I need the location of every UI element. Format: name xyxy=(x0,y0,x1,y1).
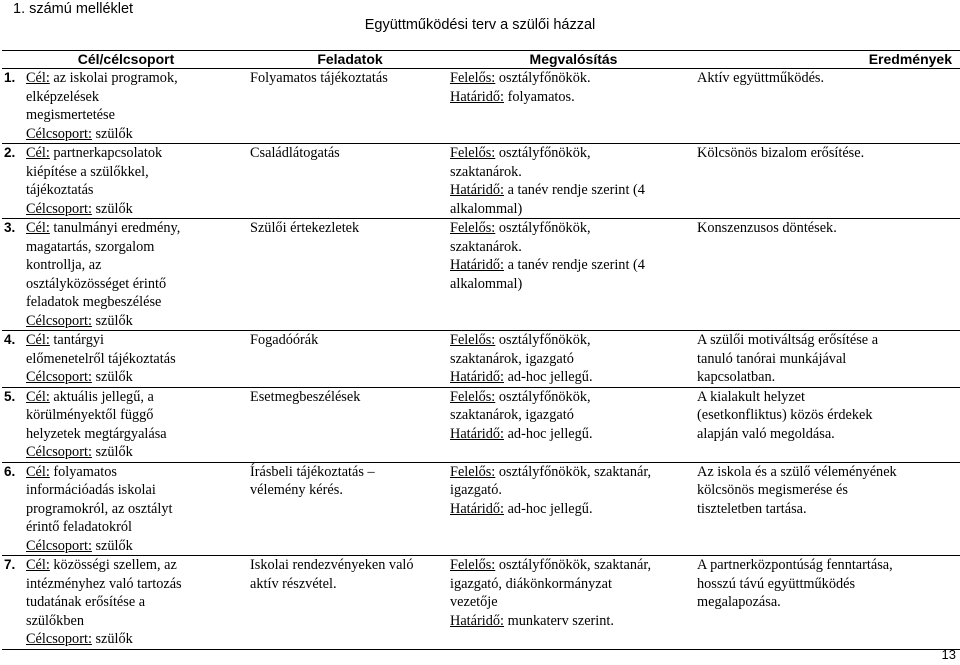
underlined-label: Határidő: xyxy=(450,369,504,385)
underlined-label: Cél: xyxy=(26,332,50,348)
implementation-line xyxy=(450,200,697,219)
result-line: A partnerközpontúság fenntartása, xyxy=(697,557,893,573)
task-cell xyxy=(250,69,450,144)
text-segment: szaktanárok, igazgató xyxy=(450,407,574,423)
underlined-label: Célcsoport: xyxy=(26,444,92,460)
goal-cell xyxy=(2,462,250,556)
table-row xyxy=(2,69,960,144)
table-row xyxy=(2,144,960,219)
implementation-line xyxy=(450,144,697,163)
goal-cell xyxy=(2,331,250,388)
text-segment: programokról, az osztályt xyxy=(26,500,173,517)
text-segment: intézményhez való tartozás xyxy=(26,575,182,592)
row-number: 5. xyxy=(4,388,16,404)
result-line: tanuló tanórai munkájával xyxy=(697,350,847,367)
implementation-line xyxy=(450,88,697,107)
text-segment: osztályfőnökök, xyxy=(495,145,591,161)
text-segment: szaktanárok. xyxy=(450,163,522,180)
text-segment: körülményektől függő xyxy=(26,407,154,423)
implementation-line xyxy=(450,238,697,257)
row-number: 1. xyxy=(4,70,16,85)
text-segment: igazgató, diákönkormányzat xyxy=(450,575,612,592)
result-line: Kölcsönös bizalom erősítése. xyxy=(697,145,865,161)
underlined-label: Határidő: xyxy=(450,500,504,517)
goal-cell xyxy=(2,556,250,650)
goal-line xyxy=(26,388,250,407)
goal-line xyxy=(26,275,250,294)
implementation-cell xyxy=(450,219,697,331)
task-cell xyxy=(250,387,450,462)
text-segment: folyamatos xyxy=(49,463,117,480)
implementation-line xyxy=(450,219,697,238)
underlined-label: Cél: xyxy=(26,388,50,405)
goal-line xyxy=(26,125,250,144)
implementation-cell xyxy=(450,462,697,556)
implementation-line xyxy=(450,593,697,612)
text-segment: a tanév rendje szerint (4 xyxy=(504,182,645,198)
text-segment: tájékoztatás xyxy=(26,182,94,198)
task-line: Írásbeli tájékoztatás – xyxy=(250,463,375,480)
text-segment: tudatának erősítése a xyxy=(26,594,146,610)
text-segment: vezetője xyxy=(450,594,498,610)
underlined-label: Felelős: xyxy=(450,332,496,348)
text-segment: kontrollja, az xyxy=(26,257,102,273)
text-segment: tantárgyi xyxy=(49,332,104,348)
implementation-line xyxy=(450,69,697,88)
goal-line xyxy=(26,556,250,575)
task-line: Szülői értekezletek xyxy=(250,220,360,236)
result-line: Az iskola és a szülő véleményének xyxy=(697,463,897,480)
goal-line xyxy=(26,463,250,482)
underlined-label: Határidő: xyxy=(450,182,504,198)
text-segment: közösségi szellem, az xyxy=(49,557,177,573)
goal-line xyxy=(26,219,250,238)
text-segment: osztályfőnökök, xyxy=(495,388,591,405)
underlined-label: Felelős: xyxy=(450,557,496,573)
task-line: aktív részvétel. xyxy=(250,575,337,592)
text-segment: ad-hoc jellegű. xyxy=(504,425,593,442)
underlined-label: Cél: xyxy=(26,220,50,236)
underlined-label: Célcsoport: xyxy=(26,312,92,329)
text-segment: szülőkben xyxy=(26,612,84,629)
result-line: Konszenzusos döntések. xyxy=(697,220,837,236)
result-line: tiszteletben tartása. xyxy=(697,500,807,517)
task-line: Iskolai rendezvényeken való xyxy=(250,557,414,573)
result-line: kölcsönös megismerése és xyxy=(697,482,848,498)
result-cell xyxy=(697,219,960,331)
goal-cell xyxy=(2,69,250,144)
text-segment: információadás iskolai xyxy=(26,482,156,498)
table-row xyxy=(2,219,960,331)
result-cell xyxy=(697,462,960,556)
result-line: Aktív együttműködés. xyxy=(697,70,825,86)
row-number: 3. xyxy=(4,220,16,235)
task-line: Fogadóórák xyxy=(250,332,319,348)
text-segment: tanulmányi eredmény, xyxy=(49,220,181,236)
task-cell xyxy=(250,556,450,650)
underlined-label: Felelős: xyxy=(450,388,496,405)
text-segment: szaktanárok. xyxy=(450,238,522,255)
goal-line xyxy=(26,500,250,519)
implementation-line xyxy=(450,388,697,407)
header-result: Eredmények xyxy=(697,51,960,69)
underlined-label: Felelős: xyxy=(450,463,496,480)
header-goal: Cél/célcsoport xyxy=(2,51,250,69)
task-cell xyxy=(250,144,450,219)
underlined-label: Határidő: xyxy=(450,425,504,442)
implementation-line xyxy=(450,612,697,631)
text-segment: aktuális jellegű, a xyxy=(49,388,154,405)
implementation-line xyxy=(450,425,697,444)
underlined-label: Cél: xyxy=(26,463,50,480)
result-line: (esetkonfliktus) közös érdekek xyxy=(697,407,873,423)
underlined-label: Célcsoport: xyxy=(26,125,92,142)
result-cell xyxy=(697,387,960,462)
table-body xyxy=(2,69,960,650)
task-cell xyxy=(250,219,450,331)
text-segment: szülők xyxy=(91,369,133,385)
result-cell xyxy=(697,144,960,219)
goal-line xyxy=(26,612,250,631)
underlined-label: Cél: xyxy=(26,557,50,573)
text-segment: érintő feladatokról xyxy=(26,519,132,535)
text-segment: ad-hoc jellegű. xyxy=(504,500,593,517)
goal-line xyxy=(26,481,250,500)
text-segment: osztályközösséget érintő xyxy=(26,275,167,292)
goal-line xyxy=(26,181,250,200)
text-segment: szülők xyxy=(91,125,133,142)
goal-line xyxy=(26,368,250,387)
underlined-label: Felelős: xyxy=(450,70,496,86)
goal-line xyxy=(26,69,250,88)
text-segment: munkaterv szerint. xyxy=(504,612,614,629)
implementation-line xyxy=(450,181,697,200)
implementation-line xyxy=(450,500,697,519)
underlined-label: Cél: xyxy=(26,70,50,86)
goal-line xyxy=(26,200,250,219)
text-segment: folyamatos. xyxy=(504,88,575,105)
implementation-line xyxy=(450,275,697,294)
goal-line xyxy=(26,312,250,331)
underlined-label: Határidő: xyxy=(450,612,504,629)
result-line: hosszú távú együttműködés xyxy=(697,575,856,592)
table-header-row xyxy=(2,51,960,69)
goal-cell xyxy=(2,219,250,331)
text-segment: az iskolai programok, xyxy=(49,70,178,86)
implementation-line xyxy=(450,481,697,500)
annex-label: 1. számú melléklet xyxy=(13,1,134,17)
result-cell xyxy=(697,556,960,650)
table-row xyxy=(2,331,960,388)
goal-line xyxy=(26,163,250,182)
text-segment: a tanév rendje szerint (4 xyxy=(504,257,645,273)
text-segment: szaktanárok, igazgató xyxy=(450,350,574,367)
task-cell xyxy=(250,331,450,388)
underlined-label: Célcsoport: xyxy=(26,369,92,385)
text-segment: szülők xyxy=(91,631,133,647)
table-row xyxy=(2,556,960,650)
underlined-label: Célcsoport: xyxy=(26,200,92,217)
implementation-line xyxy=(450,256,697,275)
text-segment: szülők xyxy=(91,200,133,217)
task-line: Esetmegbeszélések xyxy=(250,388,361,405)
underlined-label: Felelős: xyxy=(450,145,496,161)
implementation-line xyxy=(450,331,697,350)
result-line: A szülői motiváltság erősítése a xyxy=(697,332,879,348)
goal-line xyxy=(26,238,250,257)
goal-cell xyxy=(2,387,250,462)
task-cell xyxy=(250,462,450,556)
implementation-line xyxy=(450,406,697,425)
table-row xyxy=(2,387,960,462)
task-line: Családlátogatás xyxy=(250,145,340,161)
table-row xyxy=(2,462,960,556)
goal-line xyxy=(26,88,250,107)
implementation-line xyxy=(450,575,697,594)
goal-line xyxy=(26,293,250,312)
goal-line xyxy=(26,350,250,369)
implementation-line xyxy=(450,463,697,482)
result-line: kapcsolatban. xyxy=(697,369,776,385)
implementation-line xyxy=(450,350,697,369)
goal-line xyxy=(26,425,250,444)
text-segment: magatartás, szorgalom xyxy=(26,238,155,255)
result-cell xyxy=(697,331,960,388)
text-segment: szülők xyxy=(91,444,133,460)
text-segment: feladatok megbeszélése xyxy=(26,294,162,310)
goal-line xyxy=(26,518,250,537)
text-segment: osztályfőnökök. xyxy=(495,70,591,86)
goal-line xyxy=(26,406,250,425)
result-line: alapján való megoldása. xyxy=(697,425,835,442)
text-segment: elképzelések xyxy=(26,88,100,105)
text-segment: osztályfőnökök, szaktanár, xyxy=(495,463,652,480)
text-segment: osztályfőnökök, szaktanár, xyxy=(495,557,652,573)
header-implementation: Megvalósítás xyxy=(450,51,697,69)
result-line: megalapozása. xyxy=(697,594,781,610)
row-number: 7. xyxy=(4,557,16,572)
text-segment: szülők xyxy=(91,312,133,329)
implementation-line xyxy=(450,556,697,575)
goal-line xyxy=(26,443,250,462)
text-segment: helyzetek megtárgyalása xyxy=(26,425,167,442)
implementation-line xyxy=(450,368,697,387)
text-segment: osztályfőnökök, xyxy=(495,332,591,348)
implementation-line xyxy=(450,163,697,182)
goal-line xyxy=(26,575,250,594)
task-line: vélemény kérés. xyxy=(250,482,343,498)
text-segment: osztályfőnökök, xyxy=(495,220,591,236)
text-segment: alkalommal) xyxy=(450,200,523,217)
text-segment: ad-hoc jellegű. xyxy=(504,369,593,385)
underlined-label: Cél: xyxy=(26,145,50,161)
implementation-cell xyxy=(450,69,697,144)
task-line: Folyamatos tájékoztatás xyxy=(250,70,388,86)
text-segment: partnerkapcsolatok xyxy=(49,145,163,161)
result-line: A kialakult helyzet xyxy=(697,388,805,405)
goal-cell xyxy=(2,144,250,219)
result-cell xyxy=(697,69,960,144)
text-segment: alkalommal) xyxy=(450,275,523,292)
goal-line xyxy=(26,144,250,163)
header-task: Feladatok xyxy=(250,51,450,69)
text-segment: szülők xyxy=(91,537,133,554)
implementation-cell xyxy=(450,144,697,219)
implementation-cell xyxy=(450,556,697,650)
goal-line xyxy=(26,593,250,612)
underlined-label: Felelős: xyxy=(450,220,496,236)
underlined-label: Célcsoport: xyxy=(26,631,92,647)
implementation-cell xyxy=(450,331,697,388)
goal-line xyxy=(26,537,250,556)
row-number: 6. xyxy=(4,463,16,479)
text-segment: előmenetelről tájékoztatás xyxy=(26,350,176,367)
document-title: Együttműködési terv a szülői házzal xyxy=(364,17,596,33)
cooperation-plan-table xyxy=(2,50,960,650)
text-segment: megismertetése xyxy=(26,107,115,123)
goal-line xyxy=(26,630,250,649)
underlined-label: Határidő: xyxy=(450,88,504,105)
goal-line xyxy=(26,256,250,275)
goal-line xyxy=(26,331,250,350)
row-number: 4. xyxy=(4,332,16,347)
text-segment: kiépítése a szülőkkel, xyxy=(26,163,149,180)
row-number: 2. xyxy=(4,145,16,160)
underlined-label: Célcsoport: xyxy=(26,537,92,554)
goal-line xyxy=(26,106,250,125)
page-number: 13 xyxy=(941,647,956,662)
underlined-label: Határidő: xyxy=(450,257,504,273)
text-segment: igazgató. xyxy=(450,482,503,498)
implementation-cell xyxy=(450,387,697,462)
